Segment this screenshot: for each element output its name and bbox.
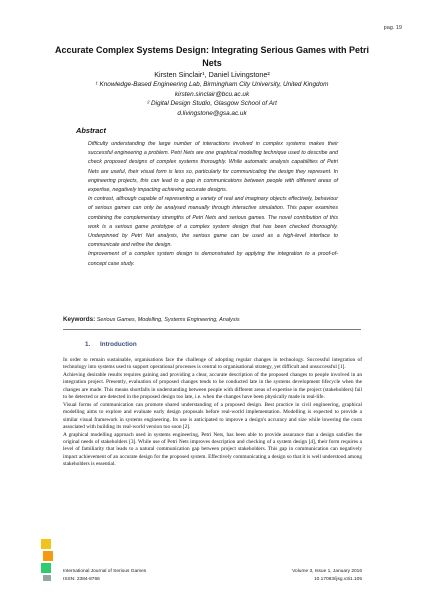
page-number: pag. 19: [383, 25, 402, 31]
affiliation-1: ¹ Knowledge-Based Engineering Lab, Birmingham City University, United Kingdom: [95, 81, 329, 88]
author-block: [62, 70, 362, 118]
section-heading: [85, 341, 137, 348]
keywords-value: Serious Games, Modelling, Systems Engineering, Analysis: [96, 317, 240, 323]
abstract-heading: Abstract: [76, 126, 106, 135]
abstract-text: [88, 140, 338, 269]
body-paragraph: In order to remain sustainable, organisations face the challenge of adopting regular changes in technology. Successful integration of technology into systems used to support operational processes is central to organisational strategy, yet difficult and unsuccessful [1].: [63, 357, 362, 371]
keywords: [63, 316, 240, 323]
volume-info: Volume 3, Issue 1, January 2016: [292, 569, 362, 574]
body-text: [63, 357, 362, 469]
paper-title: Accurate Complex Systems Design: Integrating Serious Games with Petri Nets: [54, 45, 370, 68]
doi: 10.17083/ijsg.v3i1.105: [313, 577, 362, 582]
email-2: d.livingstone@gsa.ac.uk: [177, 109, 247, 117]
email-1: kirsten.sinclair@bcu.ac.uk: [174, 90, 250, 98]
section-divider: [63, 329, 361, 330]
issn: ISSN: 2384-8766: [63, 577, 100, 582]
logo-block: [43, 575, 51, 581]
body-paragraph: Achieving desirable results requires gaining and providing a clear, accurate description of the proposed changes to people involved in an integration project. Presently, evaluation of proposed changes tends to be conducted late in the systems development lifecycle when the changes are made. This means shortfalls in understanding between people with different areas of expertise in the project (stakeholders) fail to be detected or are detected in the proposed design too late, i.e. when the changes have been physically made in real-life.: [63, 371, 362, 401]
body-paragraph: A graphical modelling approach used in systems engineering, Petri Nets, has been able to provide assurance that a design satisfies the original needs of stakeholders [3]. While use of Petri Nets improves description and checking of a system design [4], their form requires a level of familiarity that leads to a natural communication gap between project stakeholders. This gap in communication can negatively impact achievement of an accurate design for the proposed system. Effectively communicating a design so that it is well understood among stakeholders is essential.: [63, 431, 362, 468]
logo-block: [43, 551, 53, 561]
keywords-label: Keywords:: [63, 316, 96, 323]
logo-block: [41, 563, 51, 573]
affiliation-2: ² Digital Design Studio, Glasgow School of Art: [147, 100, 277, 108]
abstract-paragraph: In contrast, although capable of representing a variety of real and imaginary objects effectively, behaviour of serious games can only be analysed manually through interactive simulation. This paper examines combining the complementary strengths of Petri Nets and serious games. The novel contribution of this work is a serious game prototype of a complex system design that has been checked thoroughly. Underpinned by Petri Net analysis, the serious game can be used as a high-level interface to communicate and refine the design.: [88, 196, 338, 249]
footer-left: [63, 568, 146, 584]
journal-logo-icon: [40, 537, 54, 583]
abstract-paragraph: Improvement of a complex system design is demonstrated by applying the integration to a proof-of-concept case study.: [88, 251, 338, 267]
journal-name: International Journal of Serious Games: [63, 569, 147, 574]
author-names: Kirsten Sinclair¹, Daniel Livingstone²: [154, 70, 270, 79]
footer-right: [292, 568, 362, 584]
section-title: Introduction: [100, 341, 137, 348]
logo-block: [41, 539, 51, 549]
abstract-paragraph: Difficulty understanding the large number of interactions involved in complex systems makes their successful engineering a problem. Petri Nets are one graphical modelling technique used to describe and check proposed designs of complex systems thoroughly. While automatic analysis capabilities of Petri Nets are useful, their visual form is less so, particularly for communicating the design they represent. In engineering projects, this can lead to a gap in communications between people with different areas of expertise, negatively impacting achieving accurate designs.: [88, 141, 338, 194]
body-paragraph: Visual forms of communication can promote shared understanding of a proposed design. Best practice in civil engineering, graphical modelling aims to explore and evaluate early design proposals before real-world implementation. Modelling is expected to provide a similar visual framework in systems engineering. Its use is anticipated to improve a design's accuracy and size while lowering the costs associated with building its real-world version too soon [2].: [63, 401, 362, 431]
section-number: 1.: [85, 341, 91, 348]
